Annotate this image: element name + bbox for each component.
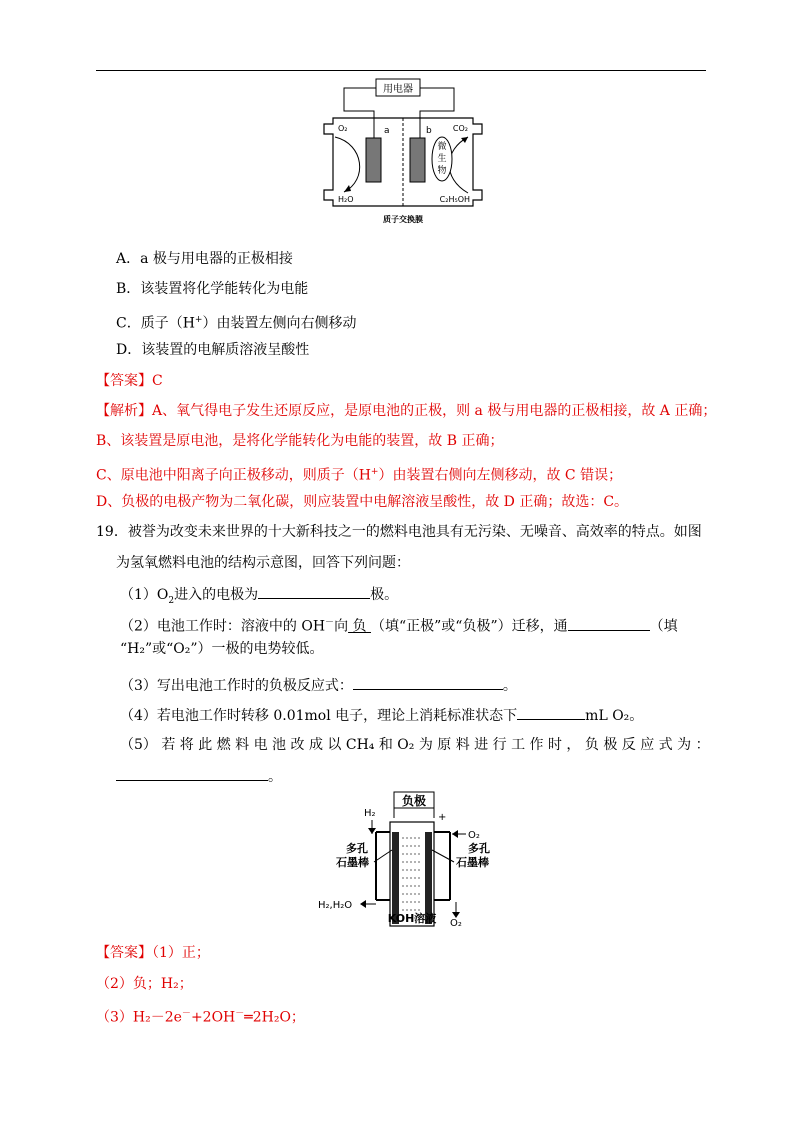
- p2-post: （填: [649, 618, 678, 635]
- p5-post: 。: [268, 769, 282, 785]
- device-label: 用电器: [383, 84, 413, 95]
- exp3-post: ）由装置右侧向左侧移动，故 C 错误；: [378, 467, 623, 484]
- option-a: A．a 极与用电器的正极相接: [116, 251, 293, 267]
- p2-mid2: （填“正极”或“负极”）迁移，通: [370, 618, 568, 635]
- bottom-center-label: KOH溶液: [387, 912, 437, 925]
- electrode-a-label: a: [384, 126, 390, 136]
- a3-sup: －: [181, 1009, 191, 1019]
- p2-sup: －: [325, 618, 335, 628]
- o2-top-label: O₂: [468, 830, 480, 841]
- p3-pre: （3）写出电池工作时的负极反应式：: [120, 678, 353, 694]
- microbe-char-1: 微: [437, 142, 447, 152]
- right-label-1: 多孔: [468, 842, 490, 855]
- p2-answer-text: 负: [352, 618, 367, 635]
- right-top-label: CO₂: [452, 124, 468, 133]
- p1-pre: （1）O: [120, 587, 169, 603]
- top-label: 负极: [401, 794, 427, 808]
- h2-label: H₂: [364, 808, 376, 819]
- explanation-line-1: 【解析】A、氧气得电子发生还原反应，是原电池的正极，则 a 极与用电器的正极相接，故 A 正确；: [96, 403, 717, 419]
- q19-stem-1: 19．被誉为改变未来世界的十大新科技之一的燃料电池具有无污染、无噪音、高效率的特点。如图: [96, 524, 702, 540]
- microbe-char-3: 物: [437, 166, 447, 176]
- left-top-label: O₂: [338, 124, 348, 133]
- q19-part-2b: “H₂”或“O₂”）一极的电势较低。: [120, 641, 324, 657]
- p2-mid: 向: [334, 618, 349, 635]
- p3-blank[interactable]: [353, 675, 503, 690]
- option-c-post: ）由装置左侧向右侧移动: [202, 315, 357, 332]
- explanation-line-3: [96, 463, 622, 485]
- p3-post: 。: [502, 678, 517, 694]
- p1-blank[interactable]: [258, 584, 370, 599]
- right-bottom-label: C₂H₅OH: [439, 195, 470, 204]
- exp3-sup: +: [370, 467, 379, 477]
- answer-19-2: （2）负；H₂；: [96, 976, 193, 992]
- electrode-b-label: b: [426, 126, 432, 136]
- p2-blank[interactable]: [568, 616, 650, 631]
- p1-post: 极。: [370, 587, 399, 603]
- microbe-char-2: 生: [437, 154, 447, 164]
- bottom-right-label: O₂: [450, 918, 462, 928]
- header-rule: [96, 70, 706, 71]
- a3-sup2: －: [235, 1009, 245, 1019]
- hydrogen-oxygen-fuel-cell-figure: [316, 790, 492, 928]
- explanation-line-2: B、该装置是原电池，是将化学能转化为电能的装置，故 B 正确；: [96, 433, 504, 449]
- exp3-pre: C、原电池中阳离子向正极移动，则质子（H: [96, 467, 371, 484]
- left-label-2: 石墨棒: [336, 856, 369, 869]
- q19-part-1: [120, 584, 398, 610]
- a3-pre: （3）H₂－2e: [96, 1009, 182, 1026]
- p2-pre: （2）电池工作时：溶液中的 OH: [120, 618, 326, 635]
- left-bottom-label: H₂O: [338, 195, 354, 204]
- option-b: B．该装置将化学能转化为电能: [116, 281, 309, 297]
- p1-mid: 进入的电极为: [174, 587, 259, 603]
- p5-blank[interactable]: [116, 766, 268, 781]
- option-c-sup: +: [194, 315, 203, 325]
- membrane-caption: 质子交换膜: [383, 215, 423, 224]
- p1-sub: 2: [168, 595, 175, 606]
- option-c-pre: C．质子（H: [116, 315, 195, 332]
- p4-pre: （4）若电池工作时转移 0.01mol 电子，理论上消耗标准状态下: [120, 708, 518, 724]
- electrode-b: [410, 138, 425, 182]
- q19-part-5: （5） 若 将 此 燃 料 电 池 改 成 以 CH₄ 和 O₂ 为 原 料 进 行 工 作 时 ， 负 极 反 应 式 为 ：: [120, 737, 710, 753]
- right-label-2: 石墨棒: [456, 856, 489, 869]
- q19-stem-2: 为氢氧燃料电池的结构示意图，回答下列问题：: [116, 555, 410, 571]
- answer-18: 【答案】C: [96, 373, 163, 389]
- q19-part-4: [120, 705, 643, 725]
- a3-post: ═2H₂O；: [244, 1009, 305, 1026]
- option-c: [116, 311, 356, 333]
- answer-19-1: 【答案】（1）正；: [96, 945, 210, 961]
- a3-mid: +2OH: [190, 1009, 236, 1026]
- p2-answer: [348, 619, 371, 635]
- q19-part-3: [120, 675, 517, 695]
- explanation-line-4: D、负极的电极产物为二氧化碳，则应装置中电解溶液呈酸性，故 D 正确；故选：C。: [96, 494, 629, 510]
- left-label-1: 多孔: [346, 842, 368, 855]
- microbial-fuel-cell-figure: [318, 76, 490, 236]
- answer-19-3: [96, 1005, 305, 1027]
- option-d: D．该装置的电解质溶液呈酸性: [116, 342, 310, 358]
- p4-blank[interactable]: [517, 705, 585, 720]
- electrode-a: [366, 138, 381, 182]
- q19-part-5b: [116, 766, 282, 786]
- p4-post: mL O₂。: [585, 708, 644, 724]
- bottom-left-label: H₂,H₂O: [318, 900, 353, 911]
- plus-sign: +: [438, 812, 447, 823]
- q19-part-2: [120, 614, 678, 636]
